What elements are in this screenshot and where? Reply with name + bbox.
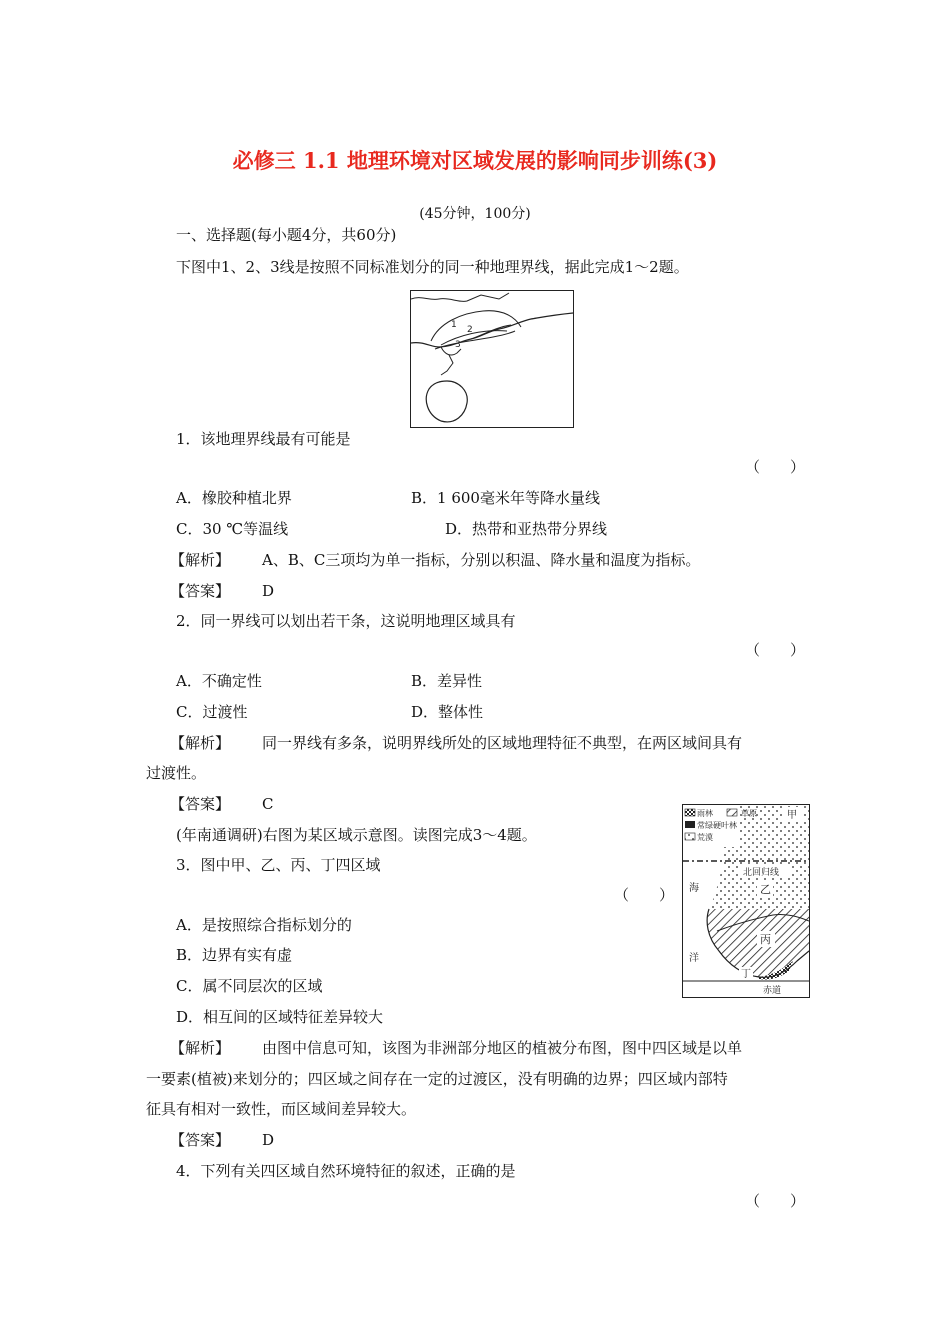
equator-label: 赤道 (763, 986, 782, 996)
legend-evergreen: 常绿硬叶林 (697, 821, 737, 830)
q3-option-a[interactable]: A．是按照综合指标划分的 (176, 916, 352, 934)
q3-analysis-line-2: 一要素(植被)来划分的；四区域之间存在一定的过渡区，没有明确的边界；四区域内部特 (146, 1070, 728, 1088)
q3-answer-tag: 【答案】 (170, 1131, 231, 1149)
q1-option-d[interactable]: D．热带和亚热带分界线 (445, 520, 608, 538)
sea-label-1: 海 (689, 883, 699, 894)
q2-analysis-tag: 【解析】 (170, 734, 231, 752)
q3-option-b[interactable]: B．边界有实有虚 (176, 946, 293, 964)
q1-analysis: A、B、C三项均为单一指标，分别以积温、降水量和温度为指标。 (262, 551, 701, 569)
q4-answer-blank[interactable]: （ ） (744, 1192, 805, 1210)
q1-answer-tag: 【答案】 (170, 582, 231, 600)
q2-option-d[interactable]: D．整体性 (411, 703, 484, 721)
legend-grassland: 草原 (741, 809, 757, 818)
q1-analysis-tag: 【解析】 (170, 551, 231, 569)
q2-option-c[interactable]: C．过渡性 (176, 703, 248, 721)
subtitle: (45分钟，100分) (419, 206, 531, 222)
q1-option-a[interactable]: A．橡胶种植北界 (176, 489, 292, 507)
q3-analysis-line-1: 由图中信息可知，该图为非洲部分地区的植被分布图，图中四区域是以单 (262, 1039, 743, 1057)
section-heading: 一、选择题(每小题4分，共60分) (176, 226, 397, 244)
q3-analysis-tag: 【解析】 (170, 1039, 231, 1057)
line-label-1: 1 (451, 320, 457, 330)
q2-analysis-line-2: 过渡性。 (146, 764, 207, 782)
page-title: 必修三 1.1 地理环境对区域发展的影响同步训练(3) (232, 148, 718, 173)
intro-text-1: 下图中1、2、3线是按照不同标准划分的同一种地理界线，据此完成1～2题。 (176, 258, 689, 276)
q3-answer: D (262, 1131, 275, 1149)
q4-stem: 4．下列有关四区域自然环境特征的叙述，正确的是 (176, 1162, 516, 1180)
region-ding: 丁 (741, 969, 751, 980)
legend-desert: 荒漠 (697, 833, 713, 842)
q1-option-b[interactable]: B．1 600毫米年等降水量线 (411, 489, 600, 507)
q3-option-d[interactable]: D．相互间的区域特征差异较大 (176, 1008, 384, 1026)
q3-analysis-line-3: 征具有相对一致性，而区域间差异较大。 (146, 1100, 417, 1118)
line-label-2: 2 (467, 325, 473, 335)
intro-text-2: (年南通调研)右图为某区域示意图。读图完成3～4题。 (176, 826, 537, 844)
q3-stem: 3．图中甲、乙、丙、丁四区域 (176, 856, 381, 874)
q3-answer-blank[interactable]: （ ） (614, 886, 675, 904)
q1-option-c[interactable]: C．30 ℃等温线 (176, 520, 289, 538)
q1-stem: 1．该地理界线最有可能是 (176, 430, 351, 448)
region-yi: 乙 (760, 883, 771, 896)
q2-stem: 2．同一界线可以划出若干条，这说明地理区域具有 (176, 612, 516, 630)
region-jia: 甲 (787, 810, 797, 821)
region-bing: 丙 (760, 933, 771, 946)
map-south-china (410, 290, 574, 428)
map-africa-vegetation (682, 804, 810, 998)
q2-answer-blank[interactable]: （ ） (744, 641, 805, 659)
q2-answer-tag: 【答案】 (170, 795, 231, 813)
q1-answer: D (262, 582, 275, 600)
q2-answer: C (262, 795, 274, 813)
q2-analysis-line-1: 同一界线有多条，说明界线所处的区域地理特征不典型，在两区域间具有 (262, 734, 743, 752)
q2-option-b[interactable]: B．差异性 (411, 672, 483, 690)
q2-option-a[interactable]: A．不确定性 (176, 672, 262, 690)
line-label-3: 3 (455, 340, 461, 350)
sea-label-2: 洋 (689, 953, 699, 964)
tropic-label: 北回归线 (743, 868, 780, 878)
q3-option-c[interactable]: C．属不同层次的区域 (176, 977, 323, 995)
legend-rainforest: 雨林 (697, 809, 713, 818)
q1-answer-blank[interactable]: （ ） (744, 458, 805, 476)
